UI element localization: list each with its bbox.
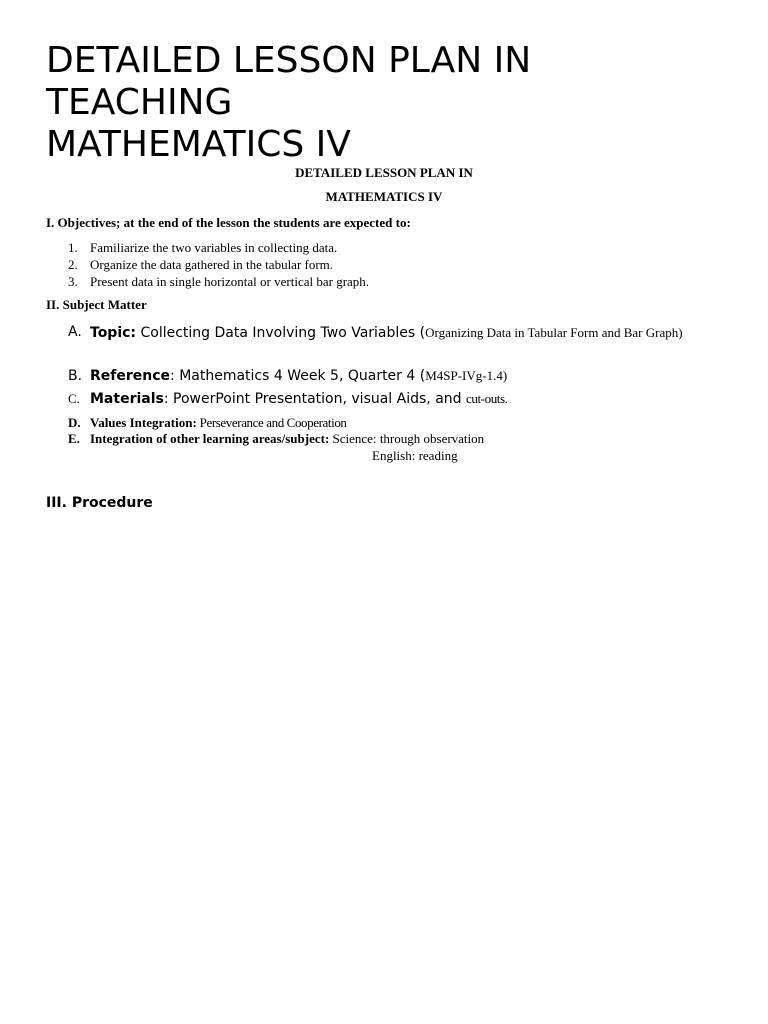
reference-code: M4SP-IVg-1.4) xyxy=(425,368,508,383)
subject-integration xyxy=(46,430,726,464)
objective-item xyxy=(46,273,369,290)
integration-value-2: English: reading xyxy=(372,448,458,463)
topic-detail: Organizing Data in Tabular Form and Bar Graph) xyxy=(425,325,683,340)
objective-item xyxy=(46,239,369,256)
objective-number: 1. xyxy=(68,240,78,255)
objective-text: Present data in single horizontal or vertical bar graph. xyxy=(90,274,370,289)
subject-matter-heading: II. Subject Matter xyxy=(46,297,147,312)
objective-number: 3. xyxy=(68,274,78,289)
objectives-list xyxy=(46,239,369,290)
integration-letter: E. xyxy=(68,431,80,446)
integration-label: Integration of other learning areas/subject: xyxy=(90,431,330,446)
materials-label: Materials xyxy=(90,391,164,407)
reference-value: : Mathematics 4 Week 5, Quarter 4 ( xyxy=(170,368,426,384)
page-title-line-3: MATHEMATICS IV xyxy=(46,124,351,165)
reference-label: Reference xyxy=(90,368,171,384)
materials-value: : PowerPoint Presentation, visual Aids, and xyxy=(163,391,466,407)
materials-letter: C. xyxy=(68,391,80,406)
objectives-heading: I. Objectives; at the end of the lesson the students are expected to: xyxy=(46,215,411,230)
subject-topic xyxy=(46,321,726,345)
topic-letter: A. xyxy=(68,324,82,340)
page-title-line-2: TEACHING xyxy=(46,82,233,123)
page-title xyxy=(46,40,726,166)
document-heading-line-2: MATHEMATICS IV xyxy=(325,189,443,204)
subject-values xyxy=(46,414,726,431)
objective-number: 2. xyxy=(68,257,78,272)
objective-text: Familiarize the two variables in collecting data. xyxy=(90,240,338,255)
materials-extra: cut-outs. xyxy=(466,391,508,406)
values-label: Values Integration: xyxy=(90,415,197,430)
values-letter: D. xyxy=(68,415,81,430)
objective-item xyxy=(46,256,369,273)
subject-reference xyxy=(46,366,726,386)
procedure-heading: III. Procedure xyxy=(46,495,153,511)
topic-value: Collecting Data Involving Two Variables ( xyxy=(136,325,426,341)
integration-value: Science: through observation xyxy=(329,431,485,446)
document-heading-line-1: DETAILED LESSON PLAN IN xyxy=(295,165,473,180)
reference-letter: B. xyxy=(68,368,83,384)
values-value: Perseverance and Cooperation xyxy=(196,415,347,430)
topic-label: Topic: xyxy=(90,325,137,341)
page-title-line-1: DETAILED LESSON PLAN IN xyxy=(46,40,532,81)
objective-text: Organize the data gathered in the tabular form. xyxy=(90,257,334,272)
subject-materials xyxy=(46,389,726,409)
